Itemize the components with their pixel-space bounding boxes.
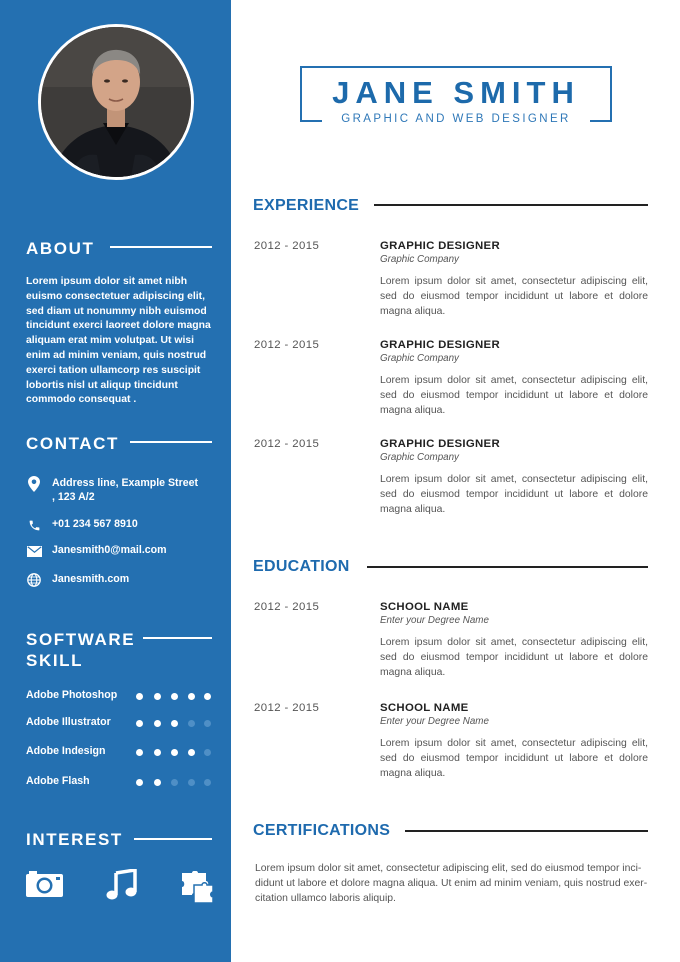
globe-icon — [26, 572, 42, 588]
interest-heading: INTEREST — [26, 830, 123, 849]
skill-row — [26, 775, 216, 789]
skill-dot-filled — [204, 693, 211, 700]
profile-photo — [41, 27, 191, 177]
entry-description: Lorem ipsum dolor sit amet, consectetur adipiscing elit, sed do eiusmod tempor incididunt ut labore et dolore magna aliqua. — [380, 375, 648, 416]
about-heading: ABOUT — [26, 239, 95, 258]
skill-dot-empty — [171, 779, 178, 786]
contact-website — [26, 572, 202, 588]
software-divider — [143, 637, 212, 639]
entry-company: Graphic Company — [380, 452, 459, 463]
person-name: JANE SMITH — [332, 75, 580, 110]
entry-date: 2012 - 2015 — [254, 240, 320, 252]
education-divider — [367, 566, 648, 568]
entry-company: Graphic Company — [380, 254, 459, 265]
contact-email — [26, 543, 202, 559]
skill-dot-filled — [171, 720, 178, 727]
certifications-divider — [405, 830, 648, 832]
skill-dot-empty — [188, 720, 195, 727]
skill-dot-empty — [204, 720, 211, 727]
camera-icon — [26, 871, 63, 902]
envelope-icon — [26, 543, 42, 559]
skill-dot-empty — [204, 749, 211, 756]
software-heading-line2: SKILL — [26, 651, 84, 670]
about-text: Lorem ipsum dolor sit amet nibh euismo consectetuer adipiscing elit, sed diam ut nonummy nibh euismod tincidunt exerci laoreet dolore magna aliquam erat mim volutpat. Ut wisi enim ad minim veniam, quis nostrud exerci tation ullamcorp res suscipit lobortis nisl ut aliqup tincidunt commodo consequat . — [26, 276, 211, 406]
skill-dot-empty — [204, 779, 211, 786]
entry-title: GRAPHIC DESIGNER — [380, 339, 500, 351]
education-heading: EDUCATION — [253, 558, 350, 575]
entry-date: 2012 - 2015 — [254, 601, 320, 613]
portrait-image — [41, 27, 191, 177]
puzzle-icon — [180, 871, 214, 908]
interest-divider — [134, 838, 212, 840]
entry-description: Lorem ipsum dolor sit amet, consectetur adipiscing elit, sed do eiusmod tempor incididunt ut labore et dolore magna aliqua. — [380, 276, 648, 317]
skill-dot-filled — [171, 693, 178, 700]
skill-dot-filled — [154, 779, 161, 786]
entry-title: SCHOOL NAME — [380, 601, 469, 613]
about-divider — [110, 246, 212, 248]
skill-dot-filled — [136, 693, 143, 700]
website-text: Janesmith.com — [52, 573, 130, 585]
skill-dot-filled — [154, 693, 161, 700]
software-heading-line1: SOFTWARE — [26, 630, 136, 649]
entry-description: Lorem ipsum dolor sit amet, consectetur adipiscing elit, sed do eiusmod tempor incididunt ut labore et dolore magna aliqua. — [380, 738, 648, 779]
experience-heading: EXPERIENCE — [253, 197, 360, 214]
entry-title: GRAPHIC DESIGNER — [380, 240, 500, 252]
skill-dot-empty — [188, 779, 195, 786]
name-box — [300, 66, 612, 125]
skill-name: Adobe Illustrator — [26, 716, 111, 728]
skill-name: Adobe Indesign — [26, 745, 106, 757]
music-note-icon — [106, 869, 138, 906]
skill-dot-filled — [154, 720, 161, 727]
address-text: Address line, Example Street , 123 A/2 — [52, 477, 199, 503]
contact-divider — [130, 441, 212, 443]
skill-name: Adobe Photoshop — [26, 689, 118, 701]
experience-divider — [374, 204, 648, 206]
skill-dot-filled — [171, 749, 178, 756]
skill-dot-filled — [136, 720, 143, 727]
skill-name: Adobe Flash — [26, 775, 90, 787]
phone-icon — [26, 517, 42, 533]
map-pin-icon — [26, 476, 42, 492]
entry-title: GRAPHIC DESIGNER — [380, 438, 500, 450]
contact-heading: CONTACT — [26, 434, 120, 453]
job-title: GRAPHIC AND WEB DESIGNER — [322, 112, 590, 126]
contact-address — [26, 476, 202, 504]
certifications-text: Lorem ipsum dolor sit amet, consectetur adipiscing elit, sed do eiusmod tempor inci-didunt ut labore et dolore magna aliqua. Ut enim ad minim veniam, quis nostrud exer-citation ullamco laboris aliquip. — [255, 863, 648, 904]
email-text: Janesmith0@mail.com — [52, 544, 167, 556]
entry-degree: Enter your Degree Name — [380, 615, 489, 626]
skill-dot-filled — [188, 693, 195, 700]
skill-dot-filled — [154, 749, 161, 756]
entry-date: 2012 - 2015 — [254, 438, 320, 450]
entry-description: Lorem ipsum dolor sit amet, consectetur adipiscing elit, sed do eiusmod tempor incididunt ut labore et dolore magna aliqua. — [380, 474, 648, 515]
skill-dot-filled — [136, 749, 143, 756]
sidebar — [0, 0, 231, 962]
entry-degree: Enter your Degree Name — [380, 716, 489, 727]
entry-title: SCHOOL NAME — [380, 702, 469, 714]
profile-photo-frame — [38, 24, 194, 180]
skill-row — [26, 716, 216, 730]
skill-dot-filled — [136, 779, 143, 786]
entry-company: Graphic Company — [380, 353, 459, 364]
phone-text: +01 234 567 8910 — [52, 518, 138, 530]
contact-phone — [26, 517, 202, 533]
skill-row — [26, 689, 216, 703]
entry-description: Lorem ipsum dolor sit amet, consectetur adipiscing elit, sed do eiusmod tempor incididunt ut labore et dolore magna aliqua. — [380, 637, 648, 678]
skill-dot-filled — [188, 749, 195, 756]
entry-date: 2012 - 2015 — [254, 339, 320, 351]
entry-date: 2012 - 2015 — [254, 702, 320, 714]
certifications-heading: CERTIFICATIONS — [253, 822, 391, 839]
skill-row — [26, 745, 216, 759]
